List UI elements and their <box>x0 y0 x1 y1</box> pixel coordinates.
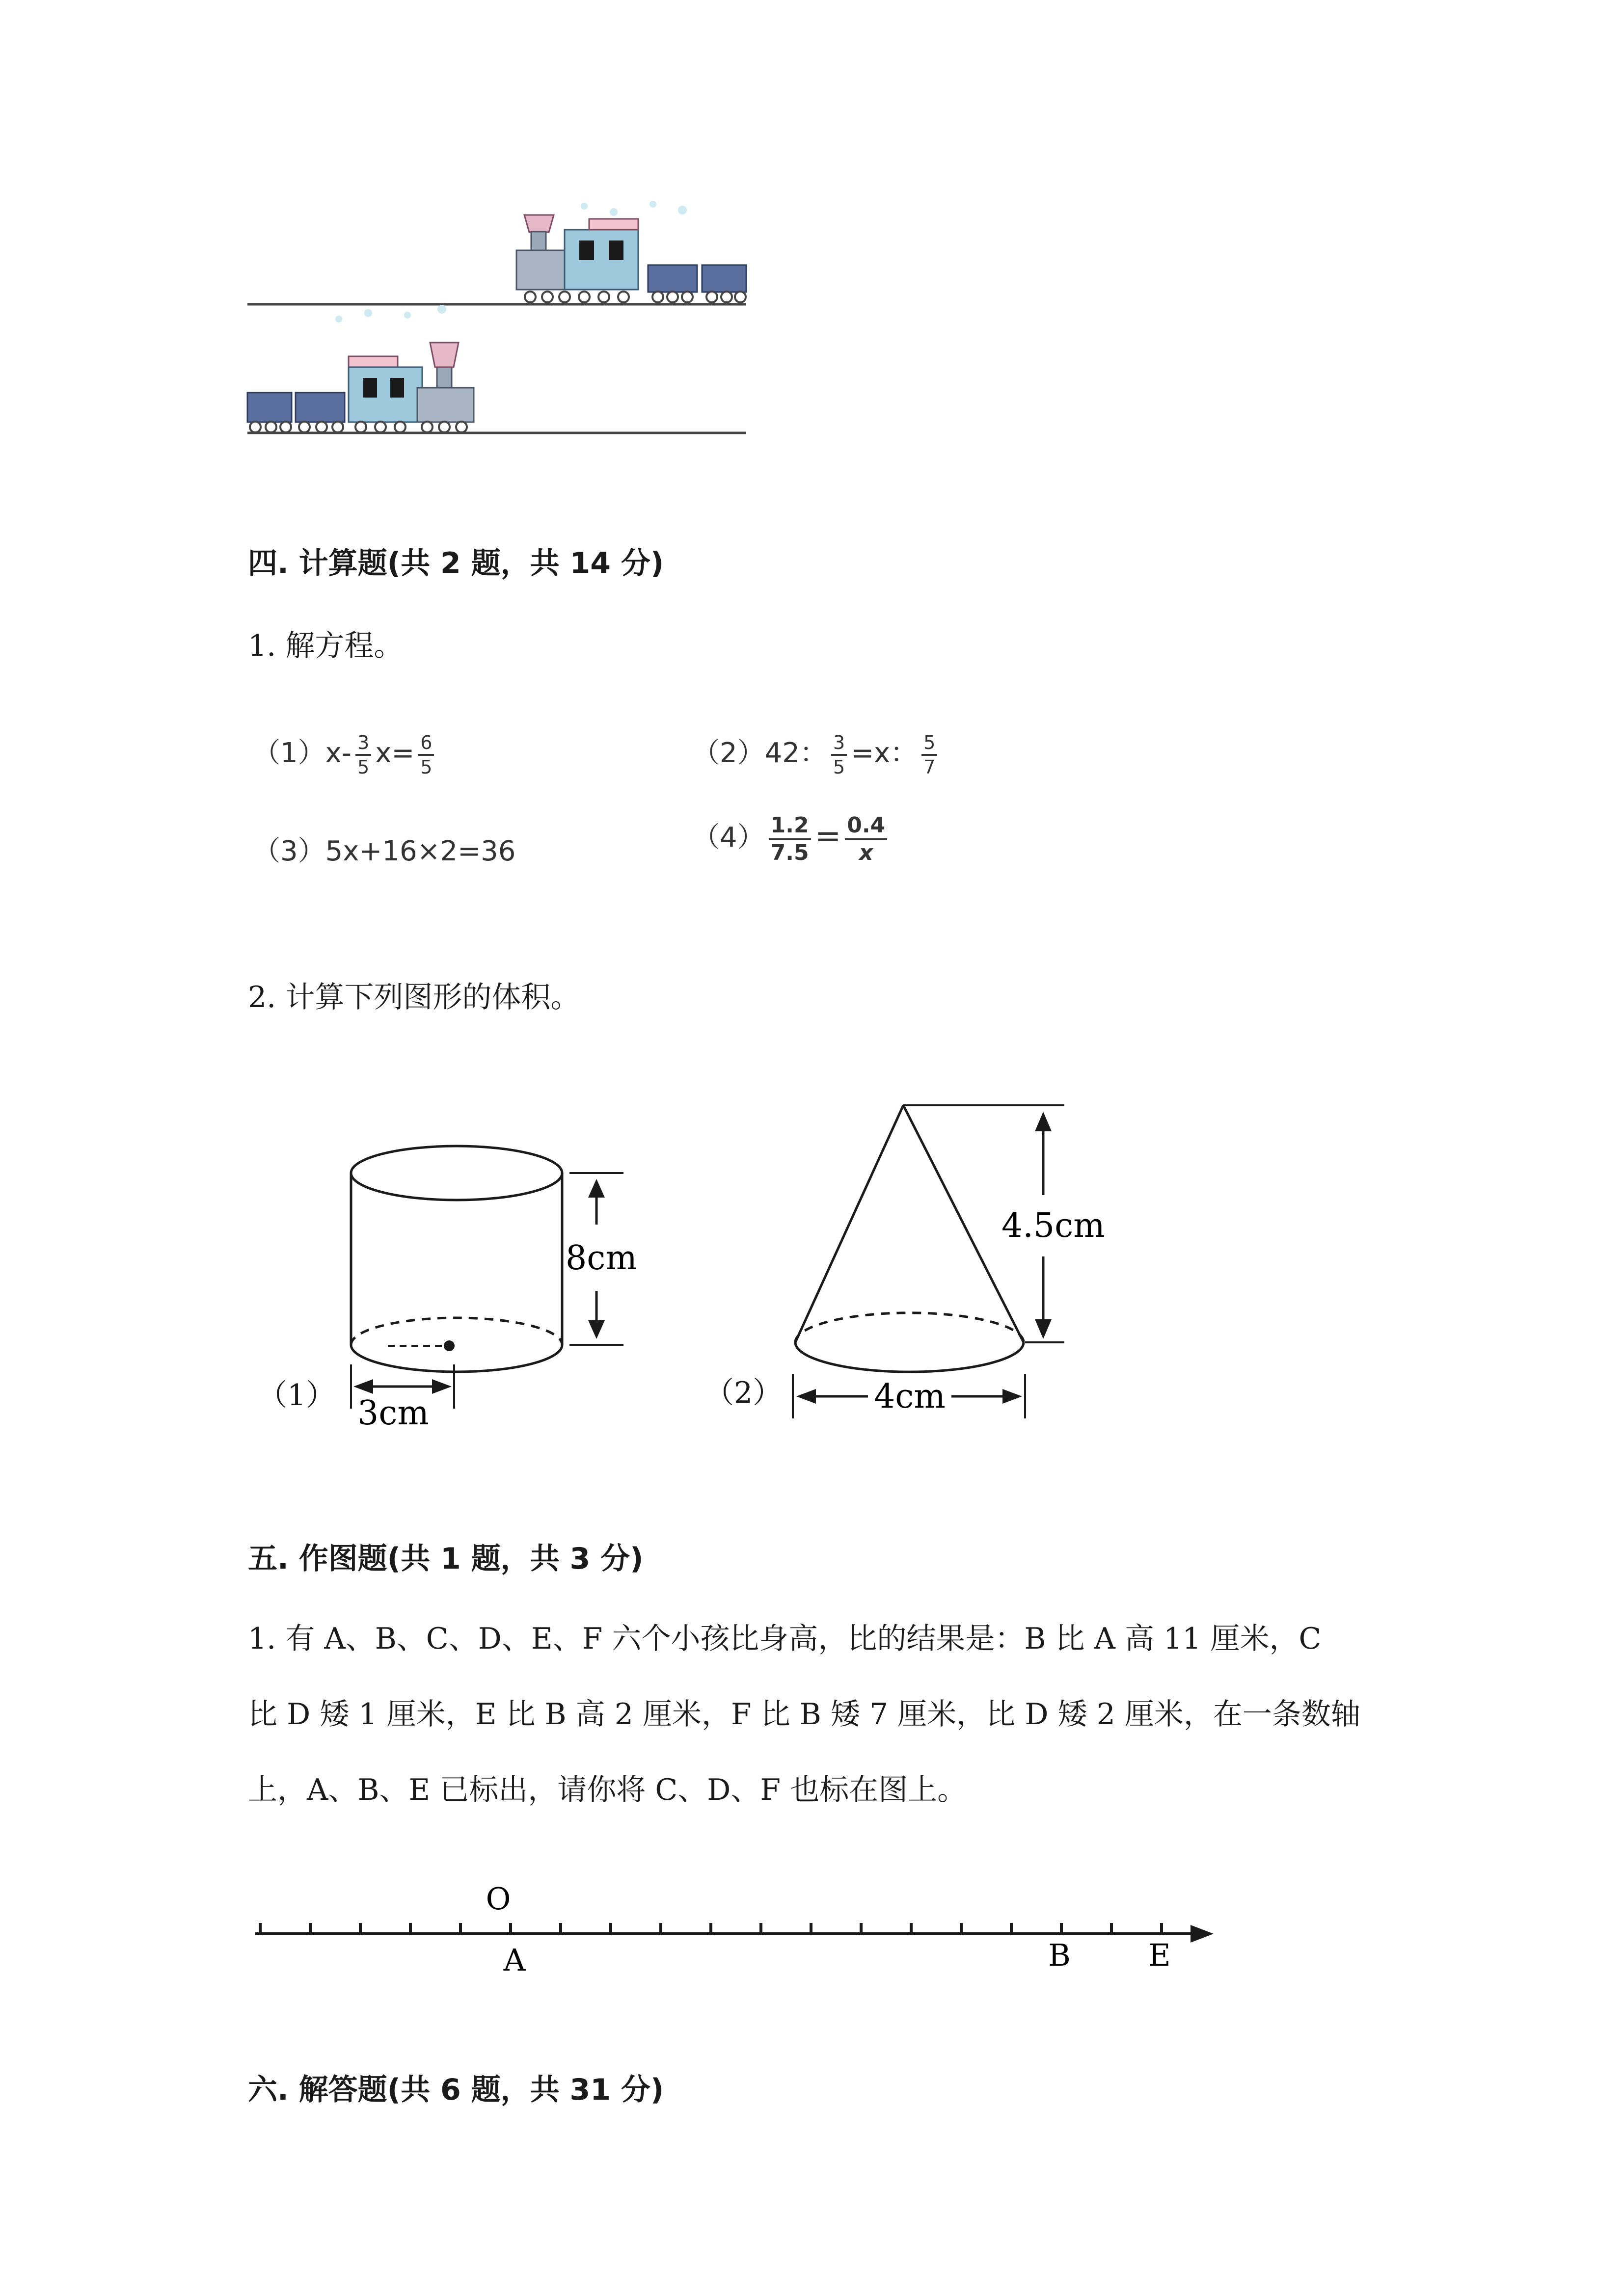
cone-base-back <box>795 1313 1024 1342</box>
number-line-arrow <box>1191 1925 1214 1943</box>
number-line <box>245 1875 1227 1988</box>
equation-3-label: （3） <box>253 835 325 867</box>
fraction-denominator: 7 <box>923 756 936 778</box>
equation-4-fraction-1 <box>769 815 811 864</box>
question-2-title: 2. 计算下列图形的体积。 <box>248 980 580 1015</box>
equation-2-fraction-2 <box>921 733 937 776</box>
lower-train <box>247 305 474 432</box>
question-5-line-2: 比 D 矮 1 厘米，E 比 B 高 2 厘米，F 比 B 矮 7 厘米，比 D 矮 2 厘米，在一条数轴 <box>248 1697 1360 1732</box>
cylinder-height-label: 8cm <box>566 1239 637 1278</box>
equation-4-equals: = <box>814 818 841 855</box>
number-line-label-e: E <box>1148 1937 1171 1973</box>
equation-2 <box>692 731 941 776</box>
cone-left-side <box>795 1105 903 1342</box>
fraction-numerator: 6 <box>418 733 434 756</box>
equation-1-label: （1） <box>253 737 325 769</box>
section-5-heading: 五. 作图题(共 1 题，共 3 分) <box>248 1542 644 1576</box>
upper-train <box>516 201 746 302</box>
cone-base-front <box>795 1342 1024 1372</box>
question-5-line-3: 上，A、B、E 已标出，请你将 C、D、F 也标在图上。 <box>248 1773 967 1807</box>
cone-height-label: 4.5cm <box>1001 1206 1105 1245</box>
fraction-numerator: 5 <box>921 733 937 756</box>
equation-2-label: （2） <box>692 737 765 769</box>
equation-4-label: （4） <box>692 822 765 854</box>
equation-1-part-a: x- <box>325 737 352 769</box>
trains-illustration <box>241 187 751 442</box>
fraction-numerator: 3 <box>831 733 847 756</box>
equation-3 <box>253 829 515 869</box>
equation-2-part-b: =x： <box>851 737 918 769</box>
number-line-ticks <box>260 1923 1162 1934</box>
fraction-denominator: 5 <box>833 756 845 778</box>
cylinder-center-dot <box>444 1340 455 1351</box>
fraction-denominator: 7.5 <box>770 840 809 865</box>
fraction-numerator: 3 <box>355 733 371 756</box>
cylinder-bottom-front <box>351 1345 562 1372</box>
cylinder-radius-label: 3cm <box>357 1394 429 1433</box>
equation-4-fraction-2 <box>845 815 887 864</box>
cylinder-top-ellipse <box>351 1146 562 1200</box>
cylinder-bottom-back <box>351 1318 562 1345</box>
section-6-heading: 六. 解答题(共 6 题，共 31 分) <box>248 2073 664 2107</box>
fraction-numerator: 0.4 <box>845 815 887 840</box>
cone-diameter-label: 4cm <box>874 1377 946 1416</box>
fraction-denominator: 5 <box>357 756 370 778</box>
equation-1-fraction-1 <box>355 733 371 776</box>
equation-3-text: 5x+16×2=36 <box>325 835 516 867</box>
number-line-label-a: A <box>503 1942 526 1978</box>
fraction-denominator: 5 <box>420 756 433 778</box>
cylinder-figure <box>339 1134 663 1438</box>
cone-figure <box>785 1099 1129 1443</box>
question-5-line-1: 1. 有 A、B、C、D、E、F 六个小孩比身高，比的结果是：B 比 A 高 11 厘米，C <box>248 1622 1322 1656</box>
figure-1-label: （1） <box>258 1378 336 1413</box>
equation-1-part-b: x= <box>375 737 415 769</box>
equation-2-part-a: 42： <box>764 737 827 769</box>
equation-1-fraction-2 <box>418 733 434 776</box>
fraction-denominator: x <box>859 840 873 865</box>
number-line-label-b: B <box>1048 1937 1071 1973</box>
equation-1 <box>253 731 438 776</box>
fraction-numerator: 1.2 <box>769 815 811 840</box>
figure-2-label: （2） <box>704 1376 783 1410</box>
number-line-origin-label: O <box>486 1881 511 1917</box>
equation-2-fraction-1 <box>831 733 847 776</box>
question-1-title: 1. 解方程。 <box>248 629 404 663</box>
equation-4 <box>692 815 891 864</box>
section-4-heading: 四. 计算题(共 2 题，共 14 分) <box>248 546 664 581</box>
